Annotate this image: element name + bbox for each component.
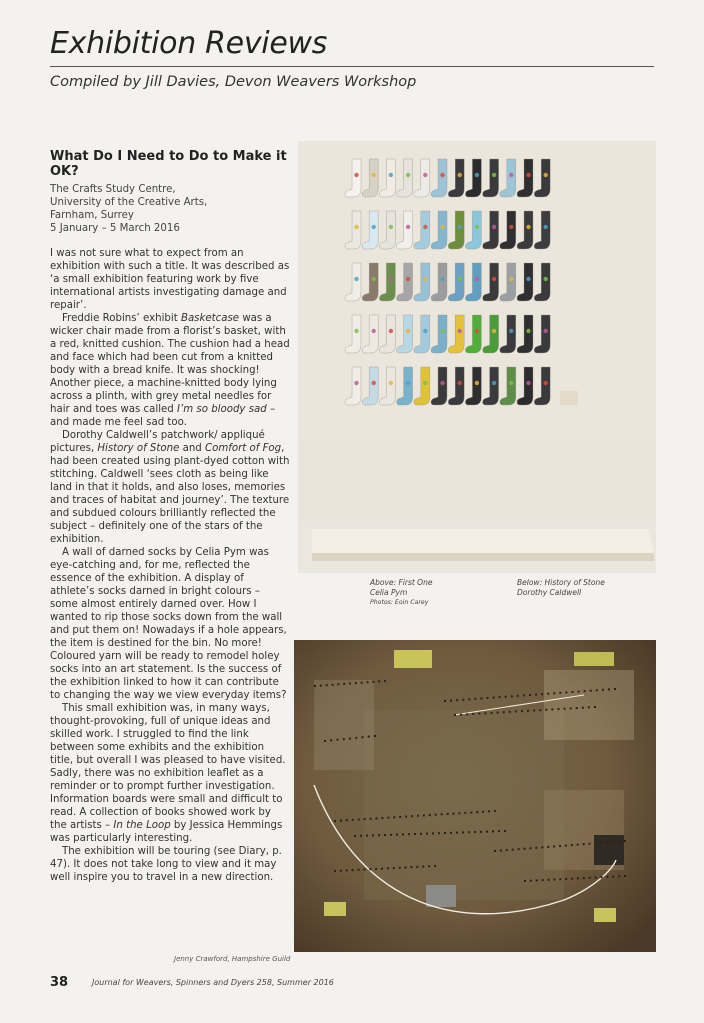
stitch [565,845,567,847]
paragraph: Dorothy Caldwell’s patchwork/ appliqué pictures, History of Stone and Comfort of Fog, had been created using plant-dyed cotton with stitching. Caldwell ‘sees cloth as being like land in that it holds, and also loses, memories and traces of habitat and journey’. The texture and subdued colours brilliantly reflected the subject – definitely one of the stars of the exhibition. [50,430,290,545]
darn-patch [509,381,513,385]
darn-patch [526,329,530,333]
stitch [456,699,458,701]
stitch [618,840,620,842]
stitch [340,820,342,822]
stitch [589,877,591,879]
artwork-title: History of Stone [97,443,180,454]
darn-patch [423,329,427,333]
stitch [624,875,626,877]
stitch [444,832,446,834]
stitch [458,812,460,814]
stitch [576,707,578,709]
stitch [553,692,555,694]
stitch [480,831,482,833]
journal-footer: Journal for Weavers, Spinners and Dyers 258, Summer 2016 [92,978,334,987]
page-subtitle: Compiled by Jill Davies, Devon Weavers Workshop [50,74,417,90]
darn-patch [354,329,358,333]
stitch [499,696,501,698]
stitch [588,706,590,708]
stitch [474,831,476,833]
stitch [571,844,573,846]
venue-block [50,183,290,235]
stitch [454,714,456,716]
stitch [346,819,348,821]
stitch [358,819,360,821]
stitch [539,709,541,711]
darn-patch [544,329,548,333]
stitch [387,817,389,819]
darn-patch [458,329,462,333]
article-column [50,149,290,884]
darn-patch [372,225,376,229]
stitch [381,868,383,870]
stitch [429,814,431,816]
darn-patch [389,381,393,385]
stitch [366,835,368,837]
stitch [450,832,452,834]
stitch [352,869,354,871]
stitch [444,700,446,702]
darn-patch [406,329,410,333]
stitch [606,876,608,878]
darn-patch [406,173,410,177]
stitch [410,866,412,868]
page-number: 38 [50,975,69,990]
stitch [583,843,585,845]
caption-right: Below: History of Stone Dorothy Caldwell [517,578,605,597]
stitch [577,844,579,846]
stitch [399,816,401,818]
stitch [375,817,377,819]
stitch [618,875,620,877]
darn-patch [458,173,462,177]
stitch [450,700,452,702]
stitch [372,681,374,683]
stitch [417,815,419,817]
stitch [368,736,370,738]
stitch [517,695,519,697]
darn-patch [509,329,513,333]
stitch [572,691,574,693]
stitch [518,848,520,850]
darn-patch [509,173,513,177]
stitch [595,876,597,878]
stitch [414,833,416,835]
darn-patch [423,173,427,177]
stitch [493,697,495,699]
paragraph: The exhibition will be touring (see Diary, p. 47). It does not take long to view and it may well inspire you to travel in a new direction. [50,846,282,883]
stitch [337,739,339,741]
stitch [416,866,418,868]
caption-left: Above: First One Celia Pym Photos: Eoin Carey [370,578,433,606]
stitch [542,879,544,881]
venue-line: University of the Creative Arts, [50,197,208,208]
stitch [498,830,500,832]
stitch [405,816,407,818]
stitch [370,818,372,820]
darn-patch [372,329,376,333]
stitch [470,811,472,813]
stitch [494,850,496,852]
stitch [491,712,493,714]
stitch [434,865,436,867]
darn-patch [509,225,513,229]
stitch [545,709,547,711]
darn-patch [423,277,427,281]
stitch [355,682,357,684]
stitch [393,867,395,869]
darn-patch [354,381,358,385]
stitch [332,684,334,686]
stitch [541,693,543,695]
darn-patch [372,173,376,177]
stitch [524,880,526,882]
history-of-stone-photo [294,640,656,952]
stitch [521,710,523,712]
stitch [500,850,502,852]
stitch [484,712,486,714]
darn-patch [406,225,410,229]
stitch [432,832,434,834]
stitch [435,814,437,816]
stitch [565,691,567,693]
stitch [608,688,610,690]
stitch [381,817,383,819]
stitch [393,816,395,818]
stitch [541,846,543,848]
venue-dates: 5 January – 5 March 2016 [50,223,180,234]
darn-patch [526,381,530,385]
stitch [527,710,529,712]
stitch [505,696,507,698]
stitch [497,712,499,714]
stitch [594,842,596,844]
artwork-title: Basketcase [180,313,240,324]
darn-patch [492,329,496,333]
stitch [464,812,466,814]
stitch [529,694,531,696]
stitch [535,847,537,849]
darn-patch [492,173,496,177]
title-rule [50,66,654,67]
stitch [438,832,440,834]
darn-patch [354,277,358,281]
stitch [324,740,326,742]
stitch [559,845,561,847]
stitch [462,699,464,701]
author-signoff: Jenny Crawford, Hampshire Guild [174,955,291,963]
stitch [362,736,364,738]
stitch [487,697,489,699]
stitch [512,849,514,851]
stitch [426,833,428,835]
stitch [504,830,506,832]
paragraph: I was not sure what to expect from an exhibition with such a title. It was described as ‘a small exhibition featuring work by five international artists investigating damage and repair’. [50,248,290,311]
paragraph: This small exhibition was, in many ways, thought-provoking, full of unique ideas and skilled work. I struggled to find the link between some exhibits and the exhibition title, but overall I was pleased to have visited. Sadly, there was no exhibition leaflet as a reminder or to prompt further investigation. Information boards were small and difficult to read. A collection of books showed work by the artists – In the Loop by Jessica Hemmings was particularly interesting. [50,703,286,844]
stitch [343,738,345,740]
stitch [600,876,602,878]
stitch [551,708,553,710]
stitch [547,846,549,848]
stitch [503,711,505,713]
stitch [334,870,336,872]
stitch [428,865,430,867]
stitch [533,709,535,711]
stitch [476,811,478,813]
darn-patch [389,277,393,281]
stitch [384,680,386,682]
stitch [372,834,374,836]
darn-patch [440,329,444,333]
darn-patch [492,381,496,385]
stitch [468,831,470,833]
stitch [420,833,422,835]
darn-patch [389,173,393,177]
stitch [326,684,328,686]
darn-patch [492,277,496,281]
darn-patch [544,225,548,229]
darn-patch [389,225,393,229]
darn-patch [423,225,427,229]
stitch [364,818,366,820]
darn-patch [475,381,479,385]
stitch [447,813,449,815]
darn-patch [440,225,444,229]
darn-patch [475,225,479,229]
venue-line: Farnham, Surrey [50,210,134,221]
darn-patch [440,277,444,281]
stitch [462,831,464,833]
stitch [423,814,425,816]
stitch [399,867,401,869]
stitch [320,685,322,687]
darn-patch [458,381,462,385]
stitch [547,693,549,695]
stitch [384,834,386,836]
darn-patch [458,225,462,229]
stitch [584,690,586,692]
article-body [50,247,290,884]
paragraph: Freddie Robins’ exhibit Basketcase was a wicker chair made from a florist’s basket, with a red, knitted cushion. The cushion had a head and face which had been cut from a knitted body with a bread knife. It was shocking! Another piece, a machine-knitted body lying across a plinth, with grey metal needles for hair and toes was called I’m so bloody sad – and made me feel sad too. [50,313,290,428]
stitch [358,869,360,871]
stitch [441,813,443,815]
stitch [343,683,345,685]
stitch [488,810,490,812]
stitch [387,867,389,869]
stitch [369,868,371,870]
stitch [612,876,614,878]
stitch [349,738,351,740]
paragraph: A wall of darned socks by Celia Pym was eye-catching and, for me, reflected the essence of the exhibition. A display of athlete’s socks darned in bright colours – some almost entirely darned over. How I wanted to rip those socks down from the wall and put them on! Nowadays if a hole appears, the item is destined for the bin. No more! Coloured yarn will be ready to remodel holey socks into an art statement. Is the success of the exhibition linked to how it can contribute to changing the way we view everyday items? [50,547,287,701]
stitch [375,868,377,870]
darn-patch [526,277,530,281]
stitch [378,680,380,682]
stitch [337,683,339,685]
darn-patch [475,173,479,177]
stitch [602,689,604,691]
artwork-title: Comfort of Fog [205,443,282,454]
stitch [480,697,482,699]
stitch [582,707,584,709]
stitch [606,841,608,843]
stitch [559,692,561,694]
stitch [346,869,348,871]
stitch [565,878,567,880]
darn-patch [372,381,376,385]
stitch [334,820,336,822]
stitch [482,811,484,813]
stitch [596,689,598,691]
darn-patch [389,329,393,333]
stitch [330,739,332,741]
stitch [536,879,538,881]
darn-patch [544,277,548,281]
stitch [408,833,410,835]
stitch [624,840,626,842]
stitch [590,690,592,692]
stitch [523,694,525,696]
darn-patch [509,277,513,281]
stitch [530,880,532,882]
page-title: Exhibition Reviews [50,26,328,61]
stitch [460,714,462,716]
stitch [486,831,488,833]
stitch [570,707,572,709]
stitch [559,878,561,880]
stitch [466,713,468,715]
stitch [578,691,580,693]
darn-patch [406,277,410,281]
darn-patch [458,277,462,281]
darn-patch [440,381,444,385]
stitch [548,879,550,881]
stitch [553,845,555,847]
stitch [352,819,354,821]
stitch [360,835,362,837]
stitch [506,849,508,851]
stitch [367,681,369,683]
darn-patch [544,381,548,385]
stitch [314,685,316,687]
stitch [511,695,513,697]
stitch [468,698,470,700]
stitch [453,813,455,815]
darn-patch [406,381,410,385]
stitch [349,683,351,685]
stitch [354,835,356,837]
stitch [422,866,424,868]
stitch [577,877,579,879]
stitch [600,842,602,844]
stitch [509,711,511,713]
stitch [583,877,585,879]
stitch [571,878,573,880]
stitch [474,698,476,700]
stitch [472,713,474,715]
stitch [553,879,555,881]
stitch [535,694,537,696]
stitch [405,866,407,868]
artwork-title: I’m so bloody sad [177,404,267,415]
stitch [411,815,413,817]
stitch [529,847,531,849]
stitch [614,688,616,690]
venue-line: The Crafts Study Centre, [50,184,176,195]
stitch [515,711,517,713]
stitch [402,833,404,835]
stitch [378,834,380,836]
darn-patch [526,173,530,177]
stitch [494,810,496,812]
darn-patch [526,225,530,229]
stitch [456,832,458,834]
stitch [361,682,363,684]
stitch [396,834,398,836]
stitch [564,708,566,710]
darn-patch [544,173,548,177]
book-title: In the Loop [113,820,171,831]
darn-patch [423,381,427,385]
darn-patch [372,277,376,281]
darn-patch [354,225,358,229]
stitch [557,708,559,710]
stitch [374,735,376,737]
darn-patch [492,225,496,229]
darn-patch [475,329,479,333]
stitch [612,841,614,843]
darn-patch [475,277,479,281]
stitch [363,869,365,871]
stitch [340,870,342,872]
stitch [478,713,480,715]
stitch [594,706,596,708]
darn-patch [354,173,358,177]
article-title: What Do I Need to Do to Make it OK? [50,149,287,179]
stitch [492,830,494,832]
darn-patch [440,173,444,177]
stitch [589,843,591,845]
stitch [524,848,526,850]
stitch [355,737,357,739]
stitch [390,834,392,836]
socks-wall-photo [298,141,656,573]
